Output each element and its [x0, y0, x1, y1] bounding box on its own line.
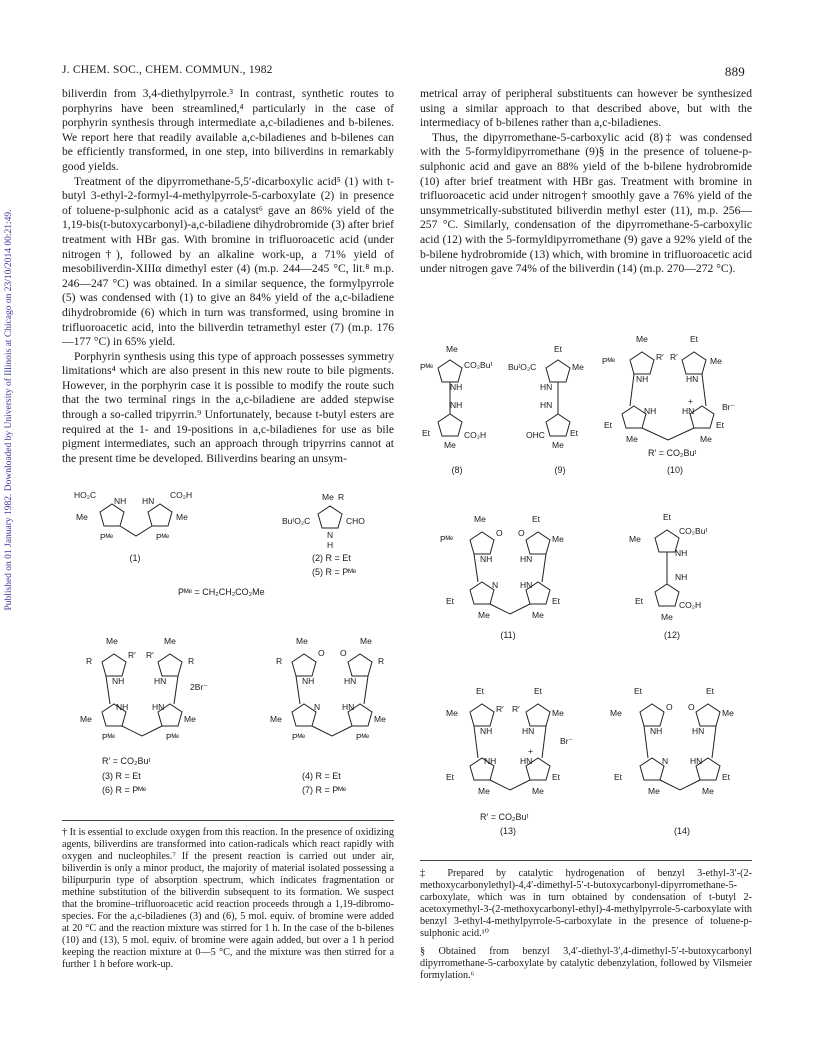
pme-label: Pᴹᵉ — [166, 732, 180, 742]
me-label: Me — [648, 786, 660, 796]
structure-3-6 — [72, 632, 222, 757]
me-label: Me — [629, 534, 641, 544]
pme-label: Pᴹᵉ — [420, 362, 434, 372]
oxo-label: O — [688, 702, 695, 712]
r-label: R — [276, 656, 283, 666]
pme-label: Pᴹᵉ — [602, 356, 616, 366]
hn-label: HN — [142, 496, 155, 506]
et-label: Et — [722, 772, 731, 782]
oxo-label: O — [340, 648, 347, 658]
r-label: R — [338, 492, 345, 502]
pme-label: Pᴹᵉ — [356, 732, 370, 742]
me-label: Me — [296, 636, 308, 646]
nh-label: NH — [114, 496, 127, 506]
et-label: Et — [476, 686, 485, 696]
pme-label: Pᴹᵉ — [102, 732, 116, 742]
n-label: N — [314, 702, 321, 712]
et-label: Et — [604, 420, 613, 430]
et-label: Et — [422, 428, 431, 438]
nh-label: NH — [636, 374, 649, 384]
hn-label: HN — [520, 756, 533, 766]
structure-10 — [600, 330, 750, 465]
et-label: Et — [716, 420, 725, 430]
paragraph: Treatment of the dipyrromethane-5,5′-dicarboxylic acid⁵ (1) with t-butyl 3-ethyl-2-formyl-4-methylpyrrole-5-carboxylate (2) in presence of toluene-p-sulphonic acid as a catalyst⁶ gave an 86% yield of the 1,19-bis(t-butoxycarbonyl)-a,c-biladiene dihydrobromide (3) after brief treatment with HBr gas. With bromine in trifluoroacetic acid (under nitrogen†), followed by an alkaline work-up, a 71% yield of mesobiliverdin-XIIIα dimethyl ester (4) (m.p. 244—245 °C, lit.⁸ m.p. 246—247 °C) was obtained. In a similar sequence, the formylpyrrole (5) was condensed with (1) to give an 84% yield of the a,c-biladiene dihydrobromide (6) which in turn was transformed, using bromine in trifluoroacetic acid, into the biliverdin tetramethyl ester (7) (m.p. 176—177 °C) in 65% yield. — [62, 174, 394, 349]
nh-label: NH — [450, 382, 463, 392]
oxo-label: O — [318, 648, 325, 658]
right-column — [420, 87, 752, 277]
compound-14-label: (14) — [673, 826, 690, 836]
compound-10-label: (10) — [666, 465, 683, 475]
compound-6-label: (6) R = Pᴹᵉ — [102, 785, 147, 795]
pme-definition: Pᴹᵉ = CH₂CH₂CO₂Me — [178, 587, 265, 597]
n-label: N — [662, 756, 669, 766]
me-label: Me — [710, 356, 722, 366]
et-label: Et — [706, 686, 715, 696]
footnote-text: ‡ Prepared by catalytic hydrogenation of benzyl 3-ethyl-3′-(2-methoxycarbonylethyl)-4,4′-dimethyl-5′-t-butoxycarbonyl-dipyrromethane-5-carboxylate, which was in turn obtained by condensation of t-butyl 2-acetoxymethyl-3-(2-methoxycarbonyl-ethyl)-4-methylpyrrole-5-carboxylate with benzyl 3-ethyl-4-methylpyrrole-5-carboxylate in the presence of toluene-p-sulphonic acid.¹⁰ — [420, 868, 752, 939]
paragraph: Thus, the dipyrromethane-5-carboxylic acid (8)‡ was condensed with the 5-formyldipyrromethane (9)§ in the presence of toluene-p-sulphonic acid and gave an 88% yield of the b-bilene hydrobromide (10) after brief treatment with HBr gas. Treatment with bromine in trifluoroacetic acid under nitrogen† smoothly gave a 76% yield of the unsymmetrically-substituted biliverdin methyl ester (11), m.p. 256—257 °C. Similarly, condensation of the dipyrromethane-5-carboxylic acid (12) with the 5-formyldipyrromethane (9) gave a 92% yield of the b-bilene hydrobromide (13) which, with bromine in trifluoroacetic acid under nitrogen gave 74% of the biliverdin (14) (m.p. 270—272 °C). — [420, 130, 752, 276]
r-label: R — [86, 656, 93, 666]
nh-label: NH — [480, 554, 493, 564]
nh-label: NH — [484, 756, 497, 766]
me-label: Me — [360, 636, 372, 646]
compound-1-label: (1) — [129, 553, 141, 563]
plus-label: + — [528, 746, 533, 756]
me-label: Me — [446, 708, 458, 718]
structure-12 — [625, 508, 725, 633]
me-label: Me — [474, 514, 486, 524]
structure-2-5 — [282, 490, 392, 555]
rprime-label: R′ — [146, 650, 154, 660]
structure-14 — [610, 682, 760, 807]
compound-12-label: (12) — [663, 630, 680, 640]
compound-8-label: (8) — [451, 465, 463, 475]
paragraph: biliverdin from 3,4-diethylpyrrole.³ In contrast, synthetic routes to porphyrins have been streamlined,⁴ particularly in the case of porphyrin synthesis through intermediate a,c-biladienes and b-bilenes. We report here that readily available a,c-biladienes and b-bilenes can be efficiently transformed, in one step, into biliverdins in remarkably good yields. — [62, 87, 394, 173]
hn-label: HN — [540, 382, 553, 392]
oxo-label: O — [496, 528, 503, 538]
nh-label: NH — [116, 702, 129, 712]
me-label: Me — [184, 714, 196, 724]
pme-label: Pᴹᵉ — [440, 534, 454, 544]
footnote-rule — [62, 820, 394, 821]
r-label: R — [378, 656, 385, 666]
me-label: Me — [446, 344, 458, 354]
ho2c-label: HO₂C — [74, 490, 97, 500]
rprime-definition: R′ = CO₂Buᵗ — [480, 812, 529, 822]
hn-label: HN — [342, 702, 355, 712]
footnote-rule — [420, 860, 752, 861]
et-label: Et — [634, 686, 643, 696]
me-label: Me — [478, 610, 490, 620]
rprime-label: R′ — [128, 650, 136, 660]
me-label: Me — [552, 534, 564, 544]
footnote-text: § Obtained from benzyl 3,4′-diethyl-3′,4-dimethyl-5′-t-butoxycarbonyl dipyrromethane-5-carboxylate by catalytic debenzylation, followed by Vilsmeier formylation.⁶ — [420, 946, 752, 981]
nh-label: NH — [302, 676, 315, 686]
compound-13-label: (13) — [499, 826, 516, 836]
hn-label: HN — [154, 676, 167, 686]
hn-label: HN — [520, 554, 533, 564]
paragraph: Porphyrin synthesis using this type of approach possesses symmetry limitations⁴ which are also present in this new route to bile pigments. However, in the porphyrin case it is possible to modify the route such that the two terminal rings in the a,c-biladiene are added stepwise through a so-called tripyrrin.⁹ Unfortunately, because t-butyl esters are required at the 1- and 19-positions in a,c-biladienes for use as bile pigment intermediates, such an approach through tripyrrins cannot at the present time be developed. Biliverdins bearing an unsym- — [62, 349, 394, 465]
structure-8 — [420, 340, 500, 465]
n-label: N — [492, 580, 499, 590]
et-label: Et — [614, 772, 623, 782]
plus-label: + — [688, 396, 693, 406]
me-label: Me — [532, 786, 544, 796]
but-o2c-label: BuᵗO₂C — [282, 516, 311, 526]
nh-label: NH — [675, 548, 688, 558]
me-label: Me — [106, 636, 118, 646]
et-label: Et — [570, 428, 579, 438]
hn-label: HN — [686, 374, 699, 384]
download-stamp-text: Published on 01 January 1982. Downloaded by University of Illinois at Chicago on 23/10/2014 00:21:49. — [4, 209, 14, 611]
left-column — [62, 87, 394, 466]
hn-label: HN — [152, 702, 165, 712]
me-label: Me — [322, 492, 334, 502]
co2but-label: CO₂Buᵗ — [464, 360, 493, 370]
oxo-label: O — [518, 528, 525, 538]
me-label: Me — [700, 434, 712, 444]
et-label: Et — [534, 686, 543, 696]
nh-label: NH — [480, 726, 493, 736]
but-o2c-label: BuᵗO₂C — [508, 362, 537, 372]
n-label: N — [327, 530, 334, 540]
me-label: Me — [80, 714, 92, 724]
cho-label: CHO — [346, 516, 365, 526]
nh-label: NH — [675, 572, 688, 582]
et-label: Et — [532, 514, 541, 524]
me-label: Me — [532, 610, 544, 620]
compound-2-label: (2) R = Et — [312, 553, 351, 563]
me-label: Me — [164, 636, 176, 646]
rprime-definition: R′ = CO₂Buᵗ — [648, 448, 697, 458]
et-label: Et — [446, 596, 455, 606]
me-label: Me — [610, 708, 622, 718]
et-label: Et — [552, 772, 561, 782]
et-label: Et — [552, 596, 561, 606]
hn-label: HN — [540, 400, 553, 410]
hn-label: HN — [344, 676, 357, 686]
nh-label: NH — [450, 400, 463, 410]
me-label: Me — [552, 440, 564, 450]
me-label: Me — [76, 512, 88, 522]
paragraph: metrical array of peripheral substituents can however be synthesized using a similar approach to that described above, but with the intermediacy of b-bilenes rather than a,c-biladienes. — [420, 87, 752, 130]
rprime-label: R′ — [670, 352, 678, 362]
bromide-label: Br⁻ — [722, 402, 735, 412]
et-label: Et — [554, 344, 563, 354]
ohc-label: OHC — [526, 430, 545, 440]
me-label: Me — [702, 786, 714, 796]
oxo-label: O — [666, 702, 673, 712]
compound-4-label: (4) R = Et — [302, 771, 341, 781]
rprime-definition: R′ = CO₂Buᵗ — [102, 756, 151, 766]
me-label: Me — [636, 334, 648, 344]
structure-13 — [440, 682, 590, 807]
hn-label: HN — [520, 580, 533, 590]
et-label: Et — [446, 772, 455, 782]
et-label: Et — [663, 512, 672, 522]
hn-label: HN — [692, 726, 705, 736]
bromide-label: Br⁻ — [560, 736, 573, 746]
me-label: Me — [572, 362, 584, 372]
me-label: Me — [444, 440, 456, 450]
nh-label: NH — [650, 726, 663, 736]
me-label: Me — [661, 612, 673, 622]
co2h-label: CO₂H — [170, 490, 193, 500]
footnote-dagger — [62, 827, 394, 977]
co2but-label: CO₂Buᵗ — [679, 526, 708, 536]
me-label: Me — [722, 708, 734, 718]
me-label: Me — [478, 786, 490, 796]
pme-label: Pᴹᵉ — [156, 532, 170, 542]
et-label: Et — [690, 334, 699, 344]
co2h-label: CO₂H — [679, 600, 702, 610]
footnote-double-dagger — [420, 868, 752, 988]
compound-9-label: (9) — [554, 465, 566, 475]
rprime-label: R′ — [496, 704, 504, 714]
nh-label: NH — [644, 406, 657, 416]
me-label: Me — [176, 512, 188, 522]
journal-header: J. CHEM. SOC., CHEM. COMMUN., 1982 — [62, 64, 273, 76]
co2h-label: CO₂H — [464, 430, 487, 440]
et-label: Et — [635, 596, 644, 606]
me-label: Me — [552, 708, 564, 718]
structure-11 — [440, 510, 590, 635]
pme-label: Pᴹᵉ — [100, 532, 114, 542]
hn-label: HN — [690, 756, 703, 766]
dibromide-label: 2Br⁻ — [190, 682, 208, 692]
compound-11-label: (11) — [500, 630, 516, 640]
me-label: Me — [626, 434, 638, 444]
pme-label: Pᴹᵉ — [292, 732, 306, 742]
compound-3-label: (3) R = Et — [102, 771, 141, 781]
structure-4-7 — [262, 632, 412, 757]
rprime-label: R′ — [512, 704, 520, 714]
hn-label: HN — [682, 406, 695, 416]
download-stamp — [2, 150, 16, 670]
me-label: Me — [270, 714, 282, 724]
nh-label: NH — [112, 676, 125, 686]
page-number: 889 — [724, 64, 745, 79]
structure-1 — [72, 488, 202, 553]
compound-7-label: (7) R = Pᴹᵉ — [302, 785, 347, 795]
compound-5-label: (5) R = Pᴹᵉ — [312, 567, 357, 577]
rprime-label: R′ — [656, 352, 664, 362]
me-label: Me — [374, 714, 386, 724]
h-label: H — [327, 540, 334, 550]
hn-label: HN — [522, 726, 535, 736]
footnote-text: † It is essential to exclude oxygen from this reaction. In the presence of oxidizing agents, biliverdins are transformed into cation-radicals which react rapidly with oxygen and nucleophiles.⁷ If the present reaction is carried out under air, biliverdin is only a minor product, the majority of material isolated possessing a bilipurpurin type of absorption spectrum, which indicates fragmentation or methine substitution of the biliverdin subsequent to its formation. We suspect that the bromine–trifluoroacetic acid reaction proceeds through a 1,19-dibromo-species. For the a,c-biladienes (3) and (6), 5 mol. equiv. of bromine were added at 20 °C and the reaction mixture was stirred for 1 h. In the case of the b-bilenes (10) and (13), 5 mol. equiv. of bromine were again added, but over a 1 h period keeping the reaction mixture at 0—5 °C, and the mixture was then stirred for a further 1 h before work-up. — [62, 827, 394, 970]
structure-9 — [508, 340, 588, 465]
r-label: R — [188, 656, 195, 666]
